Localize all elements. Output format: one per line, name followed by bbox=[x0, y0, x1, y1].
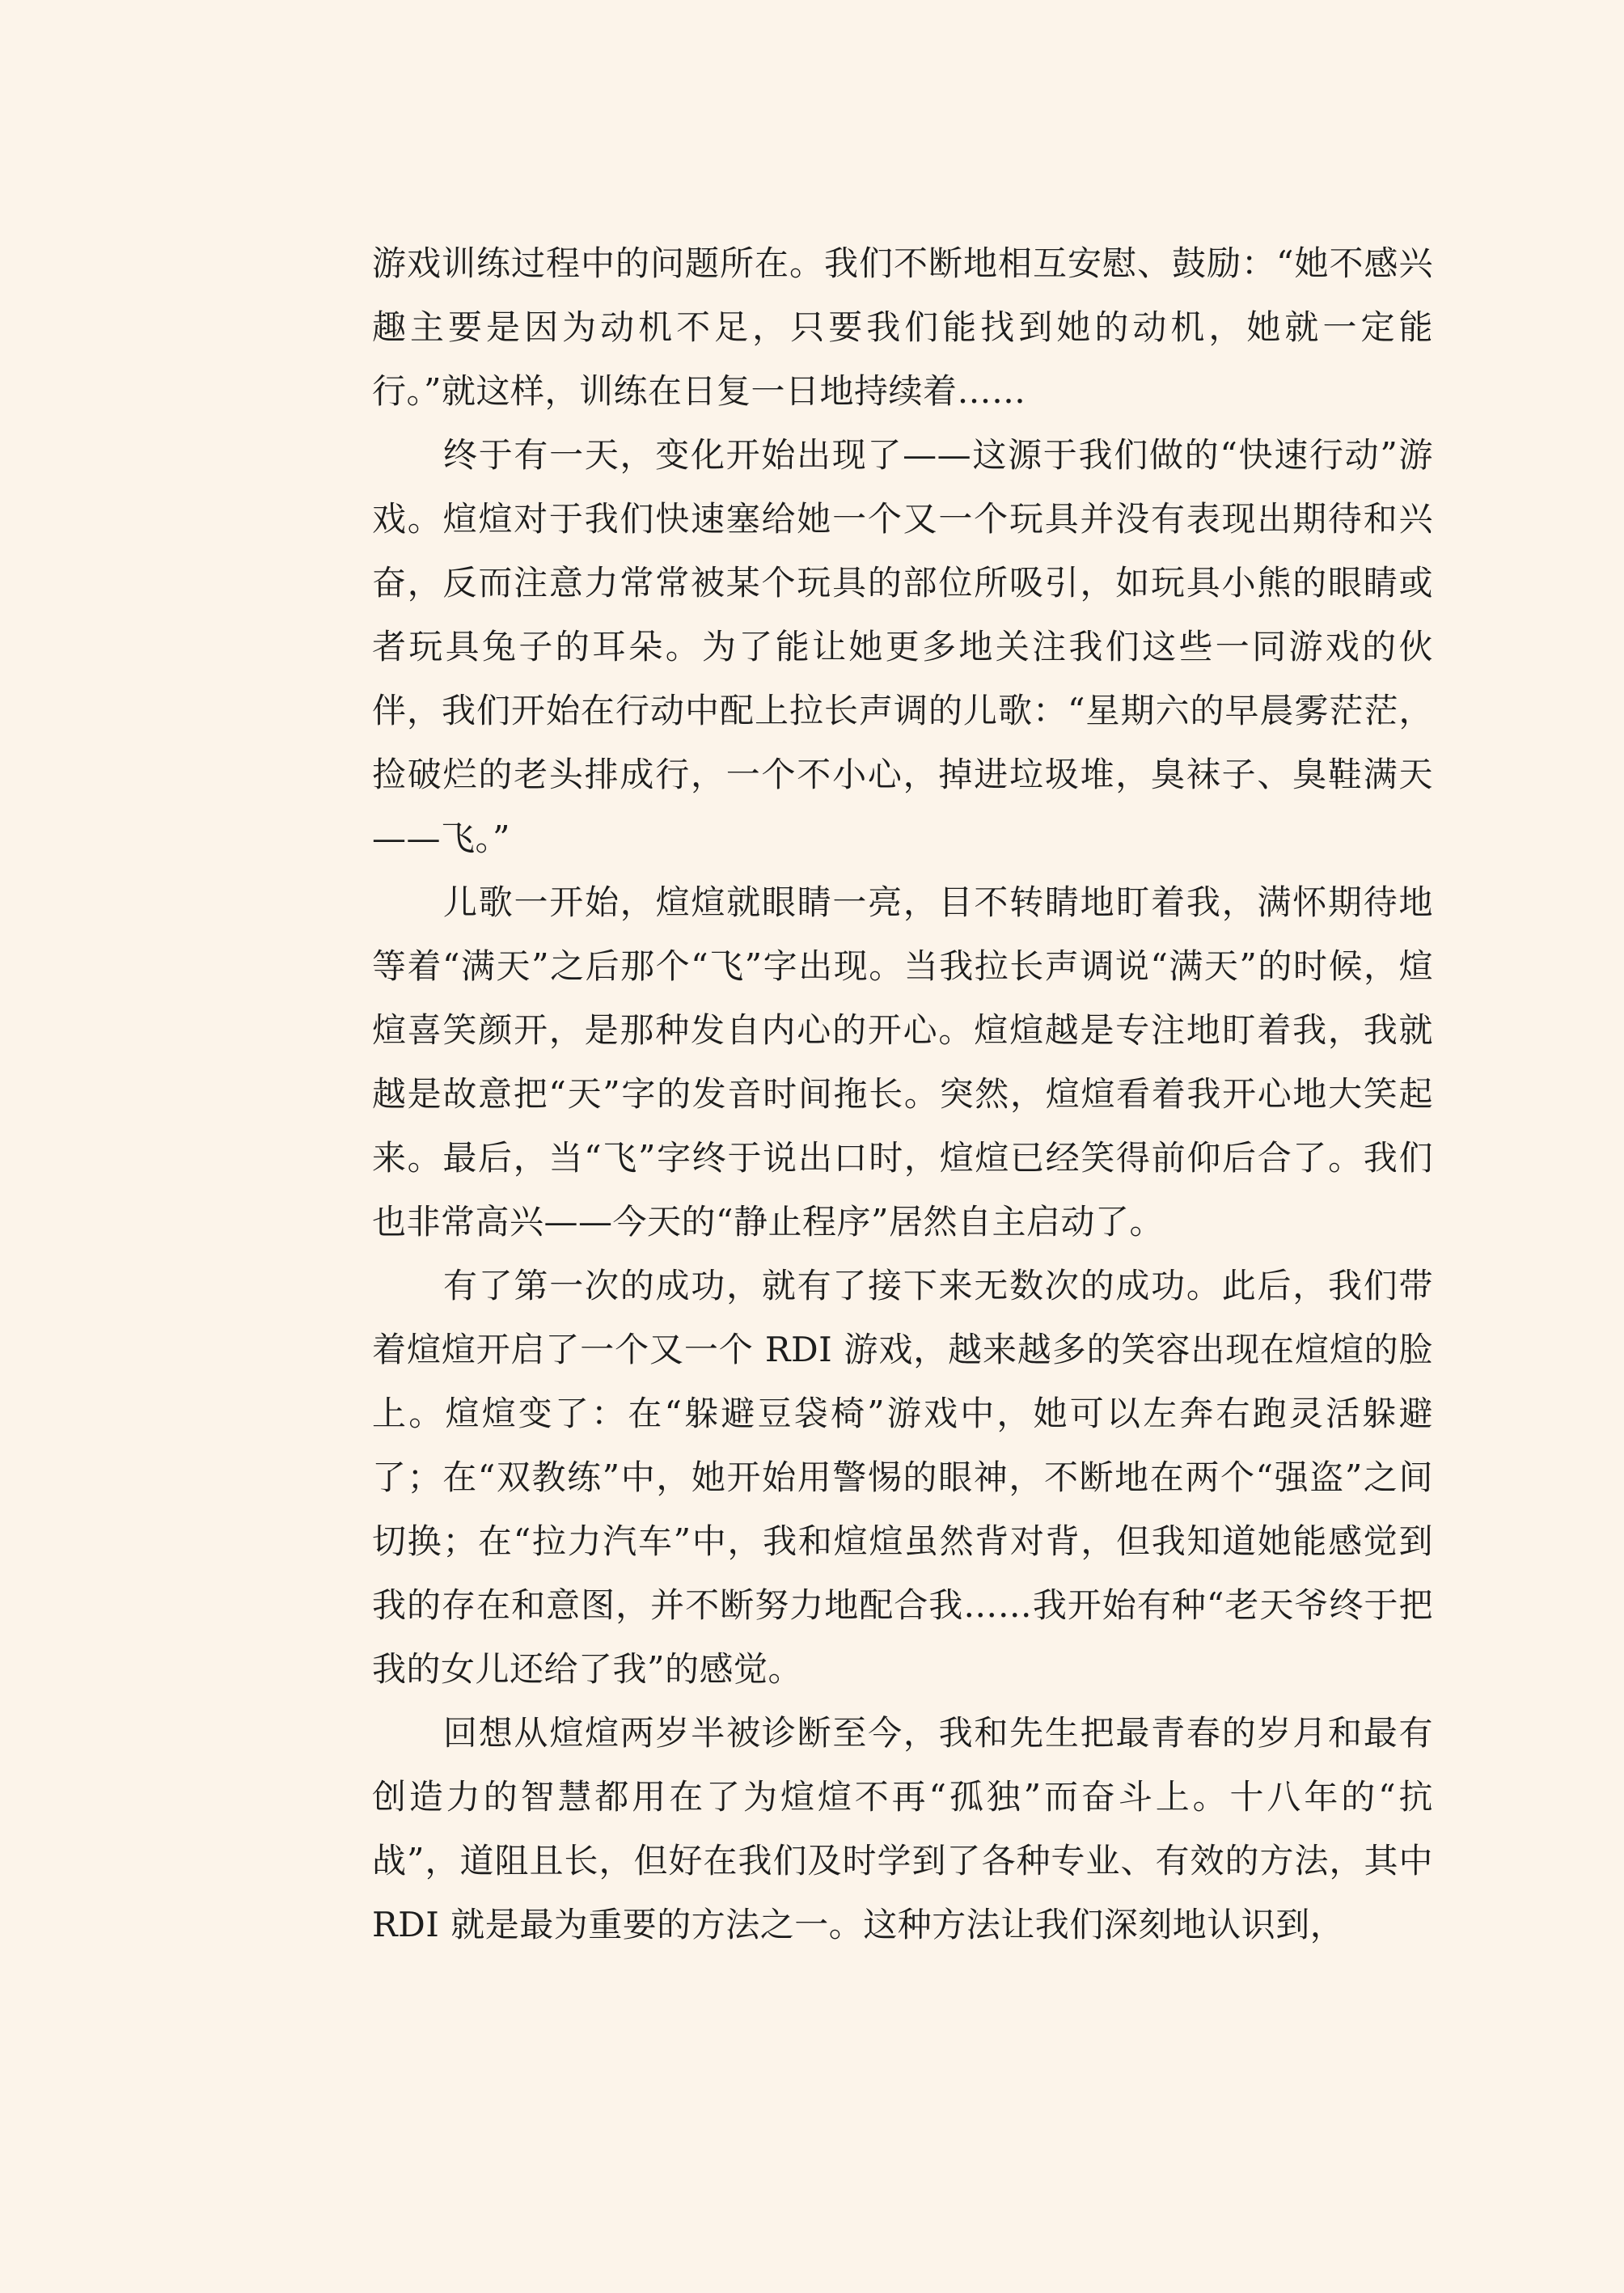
paragraph: 回想从煊煊两岁半被诊断至今，我和先生把最青春的岁月和最有创造力的智慧都用在了为煊煊不再“孤独”而奋斗上。十八年的“抗战”，道阻且长，但好在我们及时学到了各种专业、有效的方法，其中 RDI 就是最为重要的方法之一。这种方法让我们深刻地认识到， bbox=[372, 1713, 1433, 1944]
paragraph: 游戏训练过程中的问题所在。我们不断地相互安慰、鼓励：“她不感兴趣主要是因为动机不足，只要我们能找到她的动机，她就一定能行。”就这样，训练在日复一日地持续着…… bbox=[372, 243, 1433, 411]
body-text bbox=[372, 231, 1433, 1957]
paragraph: 有了第一次的成功，就有了接下来无数次的成功。此后，我们带着煊煊开启了一个又一个 RDI 游戏，越来越多的笑容出现在煊煊的脸上。煊煊变了：在“躲避豆袋椅”游戏中，她可以左奔右跑灵活躲避了；在“双教练”中，她开始用警惕的眼神，不断地在两个“强盗”之间切换；在“拉力汽车”中，我和煊煊虽然背对背，但我知道她能感觉到我的存在和意图，并不断努力地配合我……我开始有种“老天爷终于把我的女儿还给了我”的感觉。 bbox=[372, 1266, 1433, 1689]
paragraph: 儿歌一开始，煊煊就眼睛一亮，目不转睛地盯着我，满怀期待地等着“满天”之后那个“飞”字出现。当我拉长声调说“满天”的时候，煊煊喜笑颜开，是那种发自内心的开心。煊煊越是专注地盯着我，我就越是故意把“天”字的发音时间拖长。突然，煊煊看着我开心地大笑起来。最后，当“飞”字终于说出口时，煊煊已经笑得前仰后合了。我们也非常高兴——今天的“静止程序”居然自主启动了。 bbox=[372, 882, 1433, 1242]
paragraph: 终于有一天，变化开始出现了——这源于我们做的“快速行动”游戏。煊煊对于我们快速塞给她一个又一个玩具并没有表现出期待和兴奋，反而注意力常常被某个玩具的部位所吸引，如玩具小熊的眼睛或者玩具兔子的耳朵。为了能让她更多地关注我们这些一同游戏的伙伴，我们开始在行动中配上拉长声调的儿歌：“星期六的早晨雾茫茫，捡破烂的老头排成行，一个不小心，掉进垃圾堆，臭袜子、臭鞋满天——飞。” bbox=[372, 435, 1433, 858]
